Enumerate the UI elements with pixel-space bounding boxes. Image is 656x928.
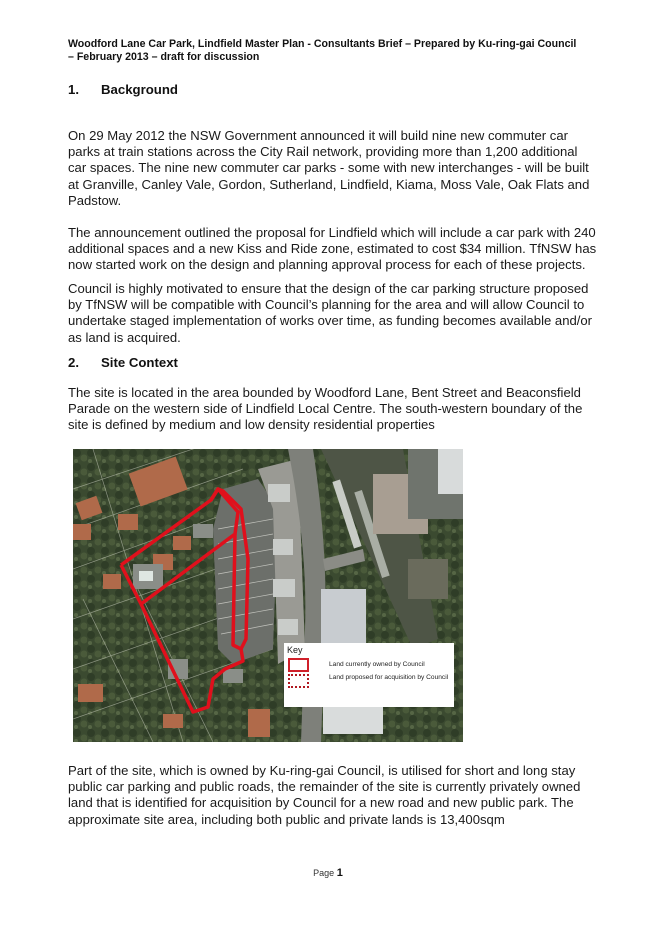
paragraph: [68, 128, 628, 209]
key-label: Land proposed for acquisition by Council: [329, 674, 449, 681]
text-line: Council is highly motivated to ensure that the design of the car parking structure proposed: [68, 281, 589, 296]
text-line: On 29 May 2012 the NSW Government announced it will build nine new commuter car: [68, 128, 568, 143]
site-aerial-map: [73, 449, 463, 742]
text-line: parks at train stations across the City Rail network, providing more than 1,200 additional: [68, 144, 578, 160]
section-heading-site-context: [68, 355, 178, 370]
section-number: 1.: [68, 82, 79, 97]
key-title: Key: [287, 645, 303, 655]
text-line: land that is identified for acquisition by Council for a new road and new public park. The: [68, 795, 574, 811]
paragraph: [68, 763, 628, 828]
text-line: approximate site area, including both public and private lands is 13,400sqm: [68, 811, 505, 827]
page-header: [68, 38, 628, 64]
building-east: [438, 449, 463, 494]
map-key: [284, 643, 454, 707]
section-title: Background: [101, 82, 178, 97]
header-line: Woodford Lane Car Park, Lindfield Master Plan - Consultants Brief – Prepared by Ku-ring-gai Council: [68, 38, 577, 50]
building-east: [408, 559, 448, 599]
text-line: additional spaces and a new Kiss and Ride zone, estimated to cost $34 million. TfNSW has: [68, 241, 597, 257]
text-line: as land is acquired.: [68, 329, 181, 345]
paragraph: [68, 225, 628, 274]
dotted-boundary-swatch-icon: [288, 674, 309, 688]
page-footer: [0, 867, 656, 879]
paragraph: [68, 385, 628, 434]
key-label: Land currently owned by Council: [329, 661, 425, 668]
page-label: Page: [313, 868, 335, 878]
text-line: undertake staged implementation of works over time, as funding becomes available and/or: [68, 313, 593, 329]
text-line: by TfNSW will be compatible with Council’s planning for the area and will allow Council to: [68, 297, 585, 313]
section-title: Site Context: [101, 355, 178, 370]
paragraph: [68, 281, 628, 346]
text-line: at Granville, Canley Vale, Gordon, Sutherland, Lindfield, Kiama, Moss Vale, Oak Flats and: [68, 176, 590, 192]
text-line: now started work on the design and planning approval process for each of these projects.: [68, 257, 586, 273]
text-line: car spaces. The nine new commuter car parks - some with new interchanges - will be built: [68, 160, 589, 176]
section-heading-background: [68, 82, 178, 97]
page-number: 1: [336, 867, 343, 879]
text-line: Part of the site, which is owned by Ku-ring-gai Council, is utilised for short and long stay: [68, 763, 576, 778]
header-line: – February 2013 – draft for discussion: [68, 51, 260, 63]
text-line: Padstow.: [68, 192, 122, 208]
solid-boundary-swatch-icon: [288, 658, 309, 672]
text-line: public car parking and public roads, the remainder of the site is currently privately owned: [68, 779, 581, 795]
pool: [139, 571, 153, 581]
section-number: 2.: [68, 355, 79, 370]
text-line: The site is located in the area bounded by Woodford Lane, Bent Street and Beaconsfield: [68, 385, 581, 400]
text-line: The announcement outlined the proposal for Lindfield which will include a car park with 240: [68, 225, 596, 240]
building-south: [321, 589, 366, 644]
text-line: Parade on the western side of Lindfield Local Centre. The south-western boundary of the: [68, 401, 583, 417]
text-line: site is defined by medium and low density residential properties: [68, 417, 435, 433]
